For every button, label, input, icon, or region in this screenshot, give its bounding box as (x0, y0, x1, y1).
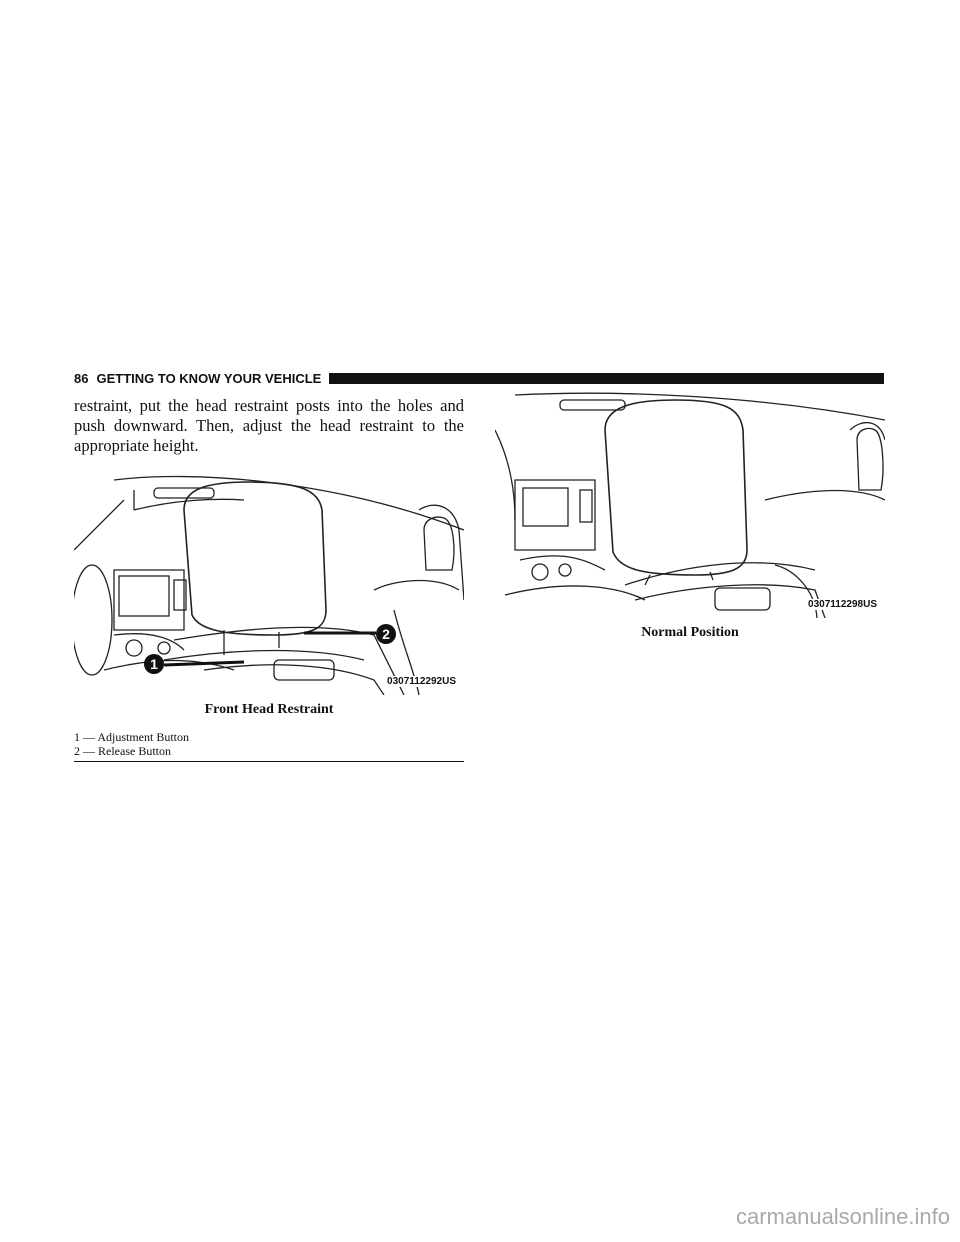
page-number: 86 (74, 370, 89, 386)
figure-code: 0307112292US (387, 676, 456, 687)
watermark: carmanualsonline.info (735, 1204, 950, 1229)
page-header (74, 368, 884, 388)
legend-item-release-button: 2 — Release Button (74, 744, 171, 758)
callout-1: 1 (144, 654, 164, 674)
section-title: GETTING TO KNOW YOUR VEHICLE (96, 370, 322, 386)
normal-position-drawing (495, 390, 885, 618)
front-head-restraint-drawing (74, 470, 464, 695)
figure-caption-normal-position: Normal Position (641, 625, 739, 640)
legend-rule (74, 761, 464, 762)
callout-2: 2 (376, 624, 396, 644)
figure-code: 0307112298US (808, 599, 877, 610)
figure-legend (74, 730, 464, 758)
figure-caption-front-head-restraint: Front Head Restraint (204, 702, 334, 717)
normal-position-illustration (495, 390, 885, 618)
legend-item-adjustment-button: 1 — Adjustment Button (74, 730, 190, 744)
body-paragraph: restraint, put the head restraint posts into the holes and push downward. Then, adjust the head restraint to the appropriate height. (74, 396, 464, 455)
header-rule (329, 373, 884, 384)
front-head-restraint-illustration (74, 470, 464, 695)
